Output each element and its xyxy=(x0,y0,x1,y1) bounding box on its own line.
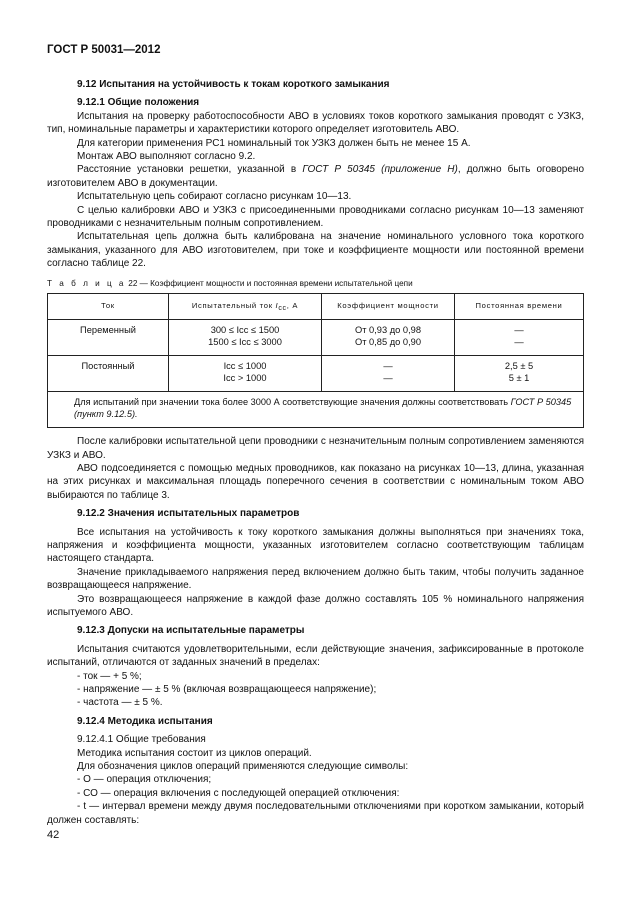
paragraph: Методика испытания состоит из циклов операций. xyxy=(77,747,312,759)
table-note xyxy=(48,392,584,428)
paragraph xyxy=(47,163,584,190)
header-cell-current: Ток xyxy=(48,294,169,320)
paragraph: С целью калибровки АВО и УЗКЗ с присоединенными проводниками согласно рисункам 10—13 заменяют проводниками с незначительным полным сопротивлением. xyxy=(47,204,584,230)
table-row xyxy=(48,320,584,356)
table-row xyxy=(48,356,584,392)
paragraph: АВО подсоединяется с помощью медных проводников, как показано на рисунках 10—13, длина, указанная на этих рисунках и максимальная площадь поперечного сечения в соответствии с номинальным током АВО выбираются по таблице 3. xyxy=(47,462,584,501)
pf-line: — xyxy=(383,373,393,384)
pf-line: От 0,93 до 0,98 xyxy=(354,325,422,336)
subsection-title-9-12-4: 9.12.4 Методика испытания xyxy=(77,715,213,727)
table-caption-text: 22 — Коэффициент мощности и постоянная времени испытательной цепи xyxy=(128,278,413,288)
tc-line: — xyxy=(514,325,524,336)
cell-dc-range xyxy=(169,356,322,392)
range-line: 1500 ≤ Icc ≤ 3000 xyxy=(208,337,282,348)
pf-line: От 0,85 до 0,90 xyxy=(354,337,422,348)
paragraph: Испытательная цепь должна быть калибрована на значение номинального условного тока короткого замыкания, указанного для АВО изготовителем, при токе и коэффициенте мощности или постоянной времени согласно таблице 22. xyxy=(47,231,584,270)
standard-reference: ГОСТ Р 50345 (пункт 9.12.5). xyxy=(74,397,572,420)
paragraph: Монтаж АВО выполняют согласно 9.2. xyxy=(77,151,256,163)
list-item: - О — операция отключения; xyxy=(77,774,212,786)
tc-line: — xyxy=(514,337,524,348)
list-item: - ток — + 5 %; xyxy=(77,670,142,682)
table-note-row xyxy=(48,392,584,428)
paragraph: Это возвращающееся напряжение в каждой фазе должно составлять 105 % номинального напряжения испытуемого АВО. xyxy=(47,593,584,618)
paragraph: Все испытания на устойчивость к току короткого замыкания должны выполняться при значениях тока, напряжения и коэффициента мощности, указанных изготовителем согласно соответствующим таблицам настоящего стандарта. xyxy=(47,526,584,565)
subsection-title-9-12-2: 9.12.2 Значения испытательных параметров xyxy=(77,508,300,520)
symbol-subscript: cc xyxy=(278,305,287,313)
table-caption xyxy=(47,277,584,290)
standard-reference: ГОСТ Р 50345 (приложение Н) xyxy=(302,164,458,176)
range-line: Icc > 1000 xyxy=(223,373,267,384)
range-line: Icc ≤ 1000 xyxy=(223,361,267,372)
subsection-title-9-12-1: 9.12.1 Общие положения xyxy=(77,97,200,109)
header-cell-test-current xyxy=(169,294,322,320)
list-item: - t — интервал времени между двумя последовательными отключениями при коротком замыкании, который должен составлять: xyxy=(47,801,584,826)
header-cell-time-constant: Постоянная времени xyxy=(455,294,584,320)
pf-line: — xyxy=(383,361,393,372)
subsection-title-9-12-4-1: 9.12.4.1 Общие требования xyxy=(77,734,206,746)
document-header: ГОСТ Р 50031—2012 xyxy=(47,44,161,56)
tc-line: 2,5 ± 5 xyxy=(504,361,534,372)
header-text: Испытательный ток xyxy=(191,301,273,311)
paragraph: После калибровки испытательной цепи проводники с незначительным полным сопротивлением заменяются УЗКЗ и АВО. xyxy=(47,436,584,461)
list-item: - частота — ± 5 %. xyxy=(77,697,163,709)
subsection-title-9-12-3: 9.12.3 Допуски на испытательные параметры xyxy=(77,625,305,637)
cell-dc-tc xyxy=(455,356,584,392)
list-item: - напряжение — ± 5 % (включая возвращающееся напряжение); xyxy=(77,684,377,695)
paragraph: Испытания на проверку работоспособности АВО в условиях токов короткого замыкания проводят с УЗКЗ, тип, номинальные параметры и характеристики которого определяет изготовитель АВО. xyxy=(47,110,584,136)
cell-ac-tc xyxy=(455,320,584,356)
symbol: I xyxy=(275,301,279,311)
cell-dc-label: Постоянный xyxy=(48,356,169,392)
paragraph: Испытательную цепь собирают согласно рисункам 10—13. xyxy=(77,191,352,203)
paragraph: Для обозначения циклов операций применяются следующие символы: xyxy=(77,761,409,773)
section-title-9-12: 9.12 Испытания на устойчивость к токам короткого замыкания xyxy=(77,79,390,90)
list-item: - СО — операция включения с последующей операцией отключения: xyxy=(77,787,400,799)
page-number: 42 xyxy=(47,829,60,841)
tc-line: 5 ± 1 xyxy=(508,373,530,384)
note-text: Для испытаний при значении тока более 3000 А соответствующие значения должны соответствовать xyxy=(74,397,511,408)
cell-ac-range xyxy=(169,320,322,356)
cell-ac-label: Переменный xyxy=(48,320,169,356)
header-cell-power-factor: Коэффициент мощности xyxy=(322,294,455,320)
document-body xyxy=(47,78,584,827)
table-22 xyxy=(47,293,584,428)
paragraph: Значение прикладываемого напряжения перед включением должно быть таким, чтобы получить заданное возвращающееся напряжение. xyxy=(47,566,584,592)
table-caption-label: Т а б л и ц а xyxy=(47,278,126,288)
table-header-row xyxy=(48,294,584,320)
cell-ac-pf xyxy=(322,320,455,356)
paragraph: Испытания считаются удовлетворительными, если действующие значения, зафиксированные в протоколе испытаний, отличаются от заданных значений в пределах: xyxy=(47,643,584,669)
range-line: 300 ≤ Icc ≤ 1500 xyxy=(210,325,280,336)
text-run: Расстояние установки решетки, указанной в xyxy=(77,164,303,176)
text-run: , должно быть оговорено изготовителем АВО в документации. xyxy=(47,164,585,189)
cell-dc-pf xyxy=(322,356,455,392)
unit: , А xyxy=(286,301,299,311)
paragraph: Для категории применения РС1 номинальный ток УЗКЗ должен быть не менее 15 А. xyxy=(77,137,471,149)
